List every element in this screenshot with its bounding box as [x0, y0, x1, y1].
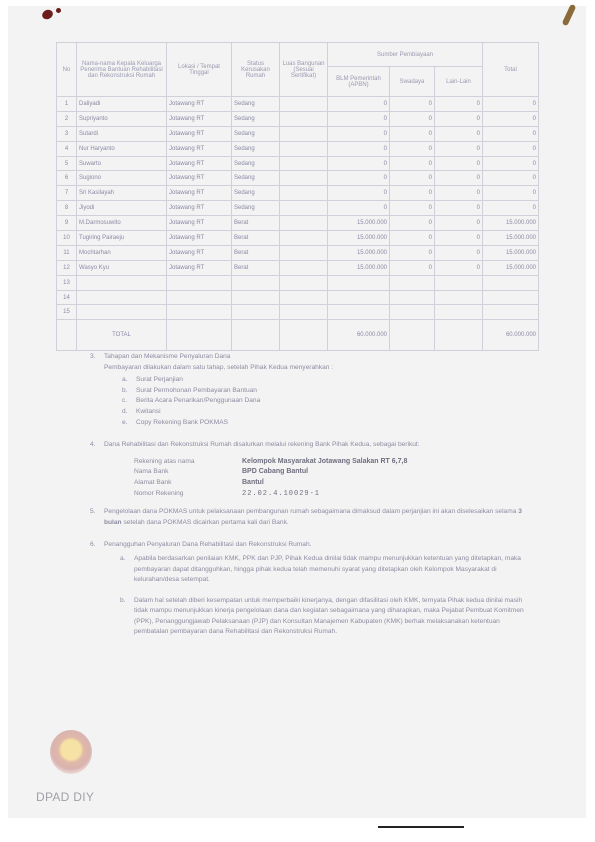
- table-row: [57, 245, 539, 260]
- row-lain: 0: [435, 111, 483, 126]
- row-blm: 15.000.000: [328, 260, 390, 275]
- section-3-list: [122, 375, 530, 428]
- row-no: 4: [57, 141, 77, 156]
- bank-name-value: BPD Cabang Bantul: [242, 468, 309, 476]
- header-lain: Lain-Lain: [435, 67, 483, 97]
- row-swadaya: 0: [390, 260, 435, 275]
- row-swadaya: 0: [390, 231, 435, 246]
- row-total: [483, 275, 539, 290]
- header-funding-group: Sumber Pembiayaan: [328, 43, 483, 67]
- section-5-num: 5.: [90, 508, 96, 516]
- section-6-item-b-text: Dalam hal setelah diberi kesempatan untuk memperbaiki kinerjanya, dengan difasilitasi oleh KMK, ternyata Pihak kedua dinilai masih tidak mampu menunjukkan kinerja pengelolaan dana dan kegiatan sebagaimana yang diharapkan, maka Pejabat Pembuat Komitmen (PPK), Penanggungjawab Pelaksanaan (PJP) dan Konsultan Manajemen Kabupaten (KMK) berhak melaksanakan ketentuan pembatalan pembayaran dana Rehabilitasi dan Rekonstruksi Rumah.: [134, 596, 524, 636]
- row-total: [483, 305, 539, 320]
- row-name: [77, 275, 167, 290]
- header-total: Total: [483, 43, 539, 97]
- row-lain: 0: [435, 186, 483, 201]
- section-6-num: 6.: [90, 541, 96, 549]
- table-row: [57, 111, 539, 126]
- row-cert: [280, 201, 328, 216]
- header-location: Lokasi / Tempat Tinggal: [167, 43, 232, 97]
- row-no: 14: [57, 290, 77, 305]
- row-blm: [328, 275, 390, 290]
- row-total: 15.000.000: [483, 231, 539, 246]
- row-location: Jotawang RT: [167, 171, 232, 186]
- row-name: Nur Haryanto: [77, 141, 167, 156]
- row-status: Berat: [232, 216, 280, 231]
- row-blm: 0: [328, 186, 390, 201]
- table-row: [57, 305, 539, 320]
- list-item-text: Berita Acara Penarikan/Penggunaan Dana: [136, 397, 261, 405]
- row-lain: 0: [435, 201, 483, 216]
- row-status: Berat: [232, 245, 280, 260]
- table-row: [57, 275, 539, 290]
- table-row: [57, 231, 539, 246]
- table-row: [57, 126, 539, 141]
- table-row: [57, 216, 539, 231]
- row-status: Sedang: [232, 186, 280, 201]
- list-item: [122, 375, 530, 386]
- row-no: 7: [57, 186, 77, 201]
- table-body: [57, 97, 539, 320]
- dpad-seal-logo: [50, 730, 92, 774]
- section-5-text-after: setelah dana POKMAS dicairkan pertama kali dari Bank.: [123, 518, 289, 526]
- row-total: [483, 290, 539, 305]
- list-item: [122, 396, 530, 407]
- row-total: 0: [483, 186, 539, 201]
- total-row: [57, 320, 539, 351]
- list-item-text: Surat Permohonan Pembayaran Bantuan: [136, 386, 257, 394]
- list-item-text: Kwitansi: [136, 407, 161, 415]
- row-lain: 0: [435, 231, 483, 246]
- list-item-letter: d.: [122, 407, 128, 415]
- row-status: [232, 290, 280, 305]
- row-name: Mochtarhan: [77, 245, 167, 260]
- section-4: [90, 440, 530, 499]
- row-total: 0: [483, 156, 539, 171]
- row-blm: 15.000.000: [328, 231, 390, 246]
- section-6-item-a: [104, 554, 530, 586]
- document-body: [90, 352, 530, 638]
- row-location: Jotawang RT: [167, 141, 232, 156]
- row-total: 15.000.000: [483, 245, 539, 260]
- list-item: [122, 418, 530, 429]
- row-cert: [280, 290, 328, 305]
- row-no: 3: [57, 126, 77, 141]
- row-swadaya: 0: [390, 201, 435, 216]
- bottom-rule: [378, 826, 464, 828]
- row-swadaya: 0: [390, 141, 435, 156]
- row-status: Sedang: [232, 141, 280, 156]
- row-lain: 0: [435, 126, 483, 141]
- row-cert: [280, 275, 328, 290]
- list-item-text: Copy Rekening Bank POKMAS: [136, 418, 228, 426]
- row-cert: [280, 260, 328, 275]
- row-cert: [280, 245, 328, 260]
- row-cert: [280, 231, 328, 246]
- row-name: Wasyo Kyu: [77, 260, 167, 275]
- row-cert: [280, 126, 328, 141]
- row-no: 5: [57, 156, 77, 171]
- row-location: Jotawang RT: [167, 156, 232, 171]
- row-total: 15.000.000: [483, 260, 539, 275]
- row-no: 13: [57, 275, 77, 290]
- row-name: Tugiring Pairaeju: [77, 231, 167, 246]
- row-blm: 0: [328, 126, 390, 141]
- section-3-num: 3.: [90, 353, 96, 360]
- bank-address-label: Alamat Bank: [134, 478, 172, 486]
- row-no: 10: [57, 231, 77, 246]
- section-5-text: [104, 507, 530, 528]
- beneficiary-table: [56, 42, 539, 351]
- row-no: 12: [57, 260, 77, 275]
- row-lain: 0: [435, 171, 483, 186]
- row-status: Berat: [232, 260, 280, 275]
- section-5-duration: 3 bulan: [104, 508, 522, 526]
- row-name: [77, 305, 167, 320]
- row-name: Supriyanto: [77, 111, 167, 126]
- row-cert: [280, 305, 328, 320]
- list-item-letter: e.: [122, 418, 128, 426]
- section-6-item-a-letter: a.: [120, 554, 126, 562]
- table-row: [57, 171, 539, 186]
- row-blm: [328, 290, 390, 305]
- total-blm: 60.000.000: [328, 320, 390, 351]
- row-cert: [280, 111, 328, 126]
- row-status: Sedang: [232, 156, 280, 171]
- header-no: No: [57, 43, 77, 97]
- row-total: 0: [483, 201, 539, 216]
- row-name: Jiyodi: [77, 201, 167, 216]
- section-6-title: Penangguhan Penyaluran Dana Rehabilitasi dan Rekonstruksi Rumah.: [104, 541, 312, 549]
- row-location: Jotawang RT: [167, 97, 232, 112]
- row-status: Sedang: [232, 201, 280, 216]
- list-item-letter: c.: [122, 397, 128, 405]
- row-lain: 0: [435, 216, 483, 231]
- row-location: Jotawang RT: [167, 111, 232, 126]
- row-lain: [435, 275, 483, 290]
- total-sum: 60.000.000: [483, 320, 539, 351]
- row-location: Jotawang RT: [167, 186, 232, 201]
- account-name-label: Rekening atas nama: [134, 457, 195, 465]
- section-4-num: 4.: [90, 441, 96, 449]
- row-name: [77, 290, 167, 305]
- bank-address-value: Bantul: [242, 478, 264, 486]
- account-number-value: 22.02.4.10029-1: [242, 489, 321, 498]
- row-location: Jotawang RT: [167, 260, 232, 275]
- account-number-label: Nomor Rekening: [134, 489, 184, 497]
- row-blm: 15.000.000: [328, 216, 390, 231]
- row-location: Jotawang RT: [167, 216, 232, 231]
- list-item: [122, 407, 530, 418]
- row-total: 0: [483, 126, 539, 141]
- row-blm: 0: [328, 111, 390, 126]
- row-lain: 0: [435, 245, 483, 260]
- row-name: Sri Kasilayah: [77, 186, 167, 201]
- row-cert: [280, 186, 328, 201]
- ink-blot-left-small: [56, 8, 61, 13]
- row-lain: 0: [435, 141, 483, 156]
- row-location: Jotawang RT: [167, 245, 232, 260]
- row-status: Sedang: [232, 111, 280, 126]
- row-swadaya: 0: [390, 171, 435, 186]
- row-lain: 0: [435, 260, 483, 275]
- row-name: M.Darmosuwito: [77, 216, 167, 231]
- section-6: [90, 540, 530, 638]
- section-4-text: Dana Rehabilitasi dan Rekonstruksi Rumah disalurkan melalui rekening Bank Pihak Kedua, sebagai berikut:: [104, 441, 420, 449]
- row-cert: [280, 141, 328, 156]
- row-location: Jotawang RT: [167, 201, 232, 216]
- section-5: [90, 507, 530, 528]
- row-status: Sedang: [232, 171, 280, 186]
- header-cert: Luas Bangunan (Sesuai Sertifikat): [280, 43, 328, 97]
- row-name: Suwarto: [77, 156, 167, 171]
- row-total: 0: [483, 141, 539, 156]
- row-cert: [280, 216, 328, 231]
- row-cert: [280, 156, 328, 171]
- row-no: 6: [57, 171, 77, 186]
- row-status: Sedang: [232, 97, 280, 112]
- row-no: 8: [57, 201, 77, 216]
- section-5-text-before: Pengelolaan dana POKMAS untuk pelaksanaan pembangunan rumah sebagaimana dimaksud dalam perjanjian ini akan diselesaikan selama: [104, 508, 517, 516]
- row-lain: [435, 290, 483, 305]
- row-lain: 0: [435, 156, 483, 171]
- table-row: [57, 141, 539, 156]
- header-status: Status Kerusakan Rumah: [232, 43, 280, 97]
- account-name-value: Kelompok Masyarakat Jotawang Salakan RT 6,7,8: [242, 457, 408, 465]
- row-status: Sedang: [232, 126, 280, 141]
- section-6-item-a-text: Apabila berdasarkan penilaian KMK, PPK dan PJP, Pihak Kedua dinilai tidak mampu menunjukkan ketentuan yang ditetapkan, maka pembayaran dapat ditangguhkan, hingga pihak kedua telah memenuhi syarat yang ditetapkan oleh Kelompok Masyarakat di kelurahan/desa setempat.: [134, 554, 521, 584]
- list-item: [122, 386, 530, 397]
- row-location: Jotawang RT: [167, 126, 232, 141]
- row-location: [167, 305, 232, 320]
- row-location: [167, 290, 232, 305]
- row-no: 15: [57, 305, 77, 320]
- row-swadaya: 0: [390, 126, 435, 141]
- table-row: [57, 201, 539, 216]
- bank-account-details: [134, 457, 530, 499]
- row-name: Daliyadi: [77, 97, 167, 112]
- section-3-title: Tahapan dan Mekanisme Penyaluran Dana: [104, 353, 231, 360]
- row-swadaya: [390, 290, 435, 305]
- row-lain: [435, 305, 483, 320]
- list-item-text: Surat Perjanjian: [136, 376, 183, 384]
- row-name: Sutardi: [77, 126, 167, 141]
- row-no: 11: [57, 245, 77, 260]
- row-blm: 0: [328, 156, 390, 171]
- list-item-letter: b.: [122, 386, 128, 394]
- row-blm: 0: [328, 171, 390, 186]
- row-blm: [328, 305, 390, 320]
- row-location: Jotawang RT: [167, 231, 232, 246]
- row-no: 1: [57, 97, 77, 112]
- row-total: 0: [483, 111, 539, 126]
- row-swadaya: [390, 275, 435, 290]
- row-no: 2: [57, 111, 77, 126]
- row-swadaya: 0: [390, 97, 435, 112]
- row-lain: 0: [435, 97, 483, 112]
- header-name: Nama-nama Kepala Keluarga Penerima Bantuan Rehabilitasi dan Rekonstruksi Rumah: [77, 43, 167, 97]
- footer-watermark: DPAD DIY: [36, 790, 95, 804]
- row-swadaya: 0: [390, 156, 435, 171]
- section-3-intro: Pembayaran dilakukan dalam satu tahap, setelah Pihak Kedua menyerahkan :: [104, 363, 334, 371]
- total-label: TOTAL: [77, 320, 167, 351]
- row-status: [232, 275, 280, 290]
- row-cert: [280, 97, 328, 112]
- row-blm: 0: [328, 141, 390, 156]
- section-3: [90, 352, 530, 428]
- row-swadaya: 0: [390, 216, 435, 231]
- row-blm: 15.000.000: [328, 245, 390, 260]
- section-6-item-b-letter: b.: [120, 596, 126, 604]
- header-swadaya: Swadaya: [390, 67, 435, 97]
- row-name: Sugiono: [77, 171, 167, 186]
- table-row: [57, 260, 539, 275]
- table-row: [57, 156, 539, 171]
- row-total: 15.000.000: [483, 216, 539, 231]
- row-swadaya: 0: [390, 245, 435, 260]
- row-cert: [280, 171, 328, 186]
- section-6-item-b: [104, 596, 530, 638]
- list-item-letter: a.: [122, 376, 128, 384]
- header-blm: BLM Pemerintah (APBN): [328, 67, 390, 97]
- row-total: 0: [483, 97, 539, 112]
- table-row: [57, 97, 539, 112]
- row-swadaya: [390, 305, 435, 320]
- row-status: [232, 305, 280, 320]
- row-total: 0: [483, 171, 539, 186]
- row-swadaya: 0: [390, 186, 435, 201]
- row-swadaya: 0: [390, 111, 435, 126]
- table-row: [57, 186, 539, 201]
- table-row: [57, 290, 539, 305]
- bank-name-label: Nama Bank: [134, 468, 169, 476]
- row-blm: 0: [328, 201, 390, 216]
- row-status: Berat: [232, 231, 280, 246]
- row-no: 9: [57, 216, 77, 231]
- row-location: [167, 275, 232, 290]
- row-blm: 0: [328, 97, 390, 112]
